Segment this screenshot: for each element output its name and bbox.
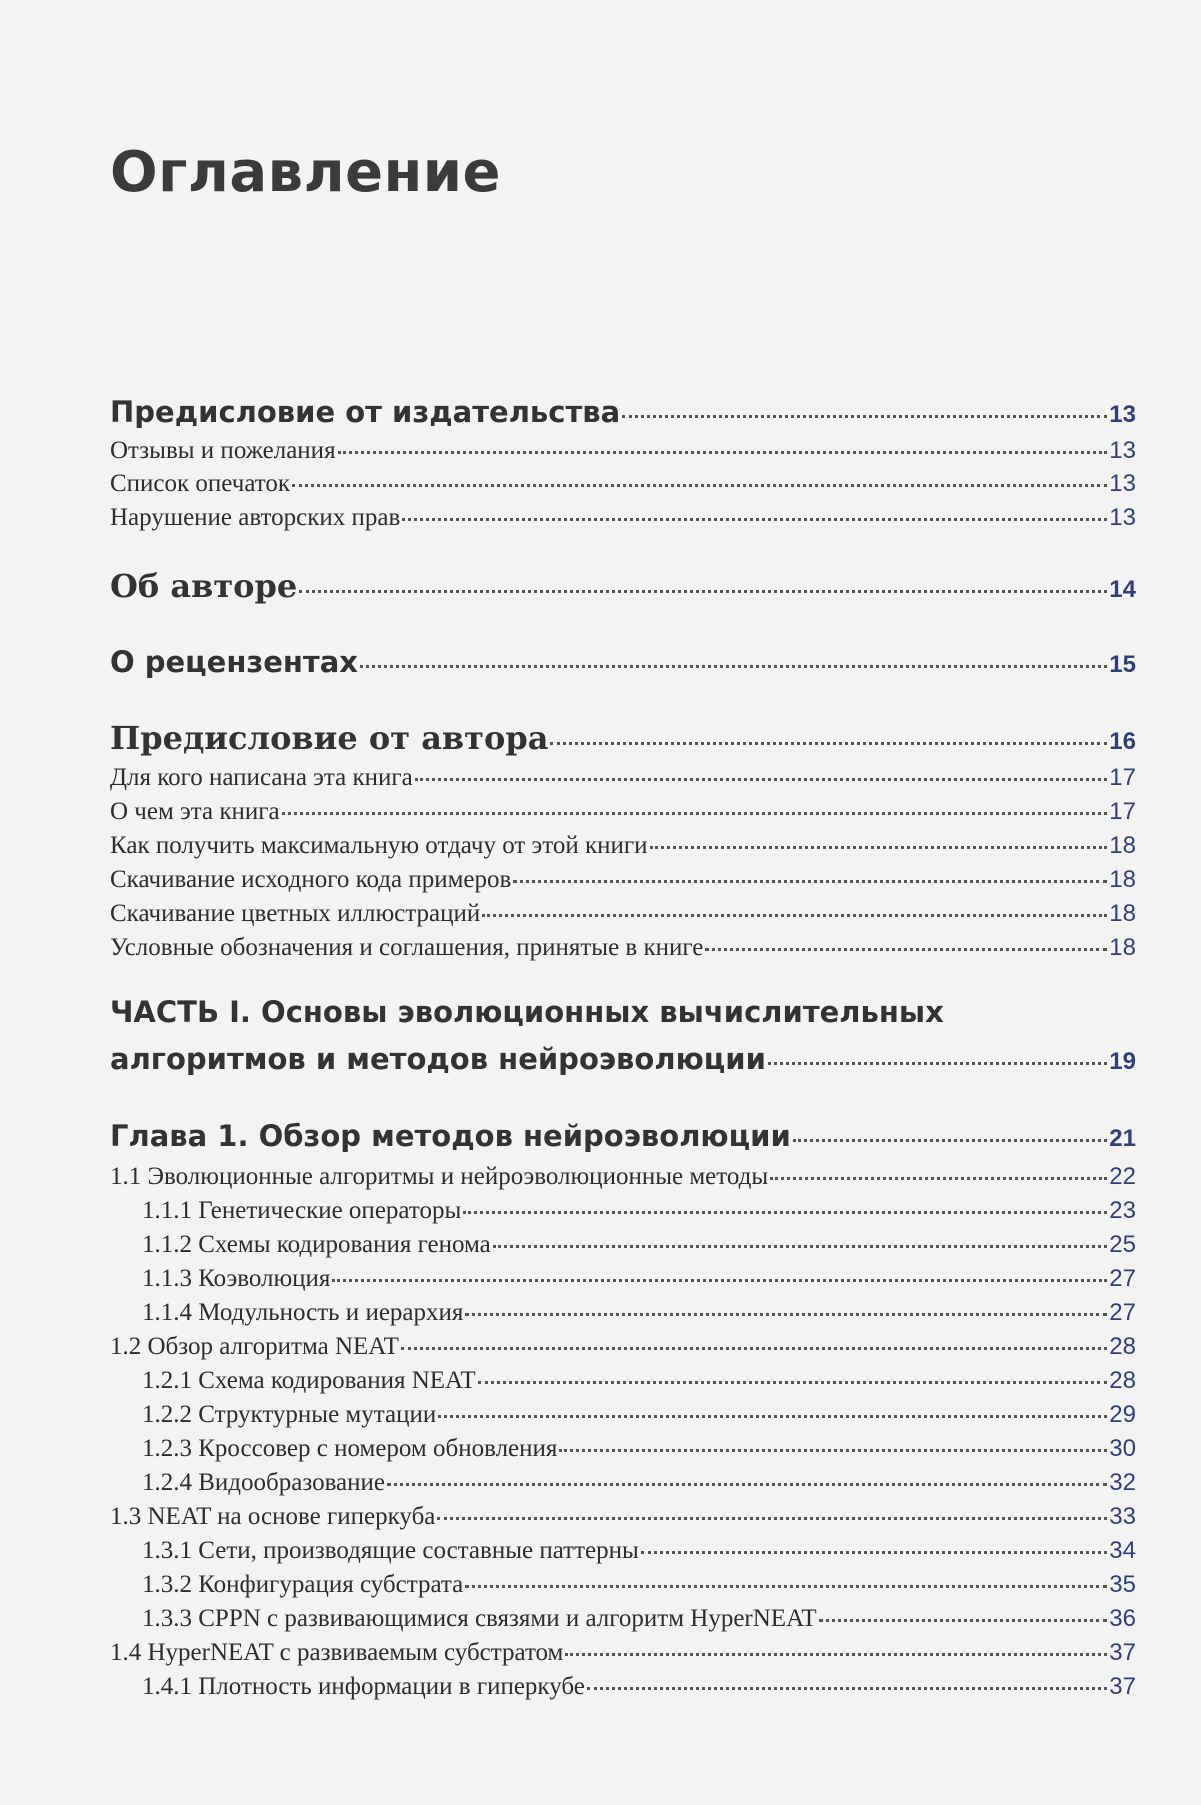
toc-entry[interactable] [110, 1503, 1136, 1531]
dot-leader [622, 413, 1107, 418]
toc-entry-label: алгоритмов и методов нейроэволюции [110, 1042, 766, 1076]
dot-leader [387, 1481, 1107, 1486]
toc-entry[interactable] [110, 1571, 1136, 1599]
dot-leader [768, 1060, 1107, 1065]
toc-entry[interactable] [110, 645, 1136, 679]
page-title: Оглавление [110, 140, 502, 205]
toc-entry[interactable] [110, 567, 1136, 605]
toc-entry-page-number: 37 [1109, 1673, 1136, 1700]
dot-leader [513, 878, 1107, 883]
toc-entry-label: 1.1.2 Схемы кодирования генома [142, 1231, 491, 1258]
toc-entry-page-number: 13 [1109, 504, 1136, 531]
toc-entry-page-number: 18 [1109, 900, 1136, 927]
toc-entry-page-number: 23 [1109, 1197, 1136, 1224]
dot-leader [282, 810, 1108, 815]
toc-entry-page-number: 22 [1109, 1163, 1136, 1190]
toc-entry[interactable] [110, 719, 1136, 757]
toc-entry[interactable] [110, 1333, 1136, 1361]
toc-entry-label: Предисловие от издательства [110, 395, 621, 429]
dot-leader [770, 1175, 1107, 1180]
toc-entry[interactable] [110, 1639, 1136, 1667]
toc-entry[interactable] [110, 866, 1136, 894]
dot-leader [463, 1209, 1107, 1214]
toc-entry[interactable] [110, 1605, 1136, 1633]
dot-leader [565, 1651, 1107, 1656]
toc-entry[interactable] [110, 395, 1136, 429]
toc-entry-page-number: 19 [1109, 1048, 1136, 1075]
toc-entry[interactable] [110, 764, 1136, 792]
toc-entry-label: 1.1.1 Генетические операторы [142, 1197, 462, 1224]
toc-entry[interactable] [110, 1673, 1136, 1701]
toc-entry-label: Глава 1. Обзор методов нейроэволюции [110, 1119, 791, 1153]
toc-entry[interactable] [110, 504, 1136, 532]
toc-entry-label: 1.3.3 CPPN с развивающимися связями и алгоритм HyperNEAT [142, 1605, 817, 1632]
toc-entry-label: Для кого написана эта книга [110, 764, 413, 791]
dot-leader [705, 946, 1107, 951]
toc-entry-label: 1.2.3 Кроссовер с номером обновления [142, 1435, 558, 1462]
toc-entry[interactable] [110, 1469, 1136, 1497]
toc-entry-page-number: 35 [1109, 1571, 1136, 1598]
toc-entry-label: 1.1 Эволюционные алгоритмы и нейроэволюционные методы [110, 1163, 769, 1190]
dot-leader [650, 844, 1108, 849]
toc-entry-page-number: 18 [1109, 832, 1136, 859]
toc-entry-label: 1.2.2 Структурные мутации [142, 1401, 437, 1428]
toc-entry[interactable] [110, 1119, 1136, 1153]
dot-leader [493, 1243, 1108, 1248]
toc-entry-page-number: 27 [1109, 1265, 1136, 1292]
dot-leader [465, 1583, 1107, 1588]
toc-entry-label: Об авторе [110, 567, 298, 605]
dot-leader [415, 776, 1108, 781]
toc-entry[interactable] [110, 437, 1136, 465]
toc-entry[interactable] [110, 798, 1136, 826]
toc-entry-label: Список опечаток [110, 470, 291, 497]
toc-entry-page-number: 29 [1109, 1401, 1136, 1428]
toc-entry-page-number: 28 [1109, 1367, 1136, 1394]
toc-entry[interactable] [110, 1265, 1136, 1293]
toc-entry-page-number: 28 [1109, 1333, 1136, 1360]
dot-leader [402, 516, 1107, 521]
toc-entry-label: Условные обозначения и соглашения, принятые в книге [110, 934, 704, 961]
toc-entry[interactable] [110, 1163, 1136, 1191]
dot-leader [819, 1617, 1108, 1622]
toc-entry-page-number: 18 [1109, 866, 1136, 893]
dot-leader [437, 1515, 1107, 1520]
toc-entry[interactable] [110, 470, 1136, 498]
toc-entry[interactable] [110, 1231, 1136, 1259]
dot-leader [587, 1685, 1107, 1690]
toc-entry-label: 1.3 NEAT на основе гиперкуба [110, 1503, 436, 1530]
toc-entry-page-number: 17 [1109, 764, 1136, 791]
dot-leader [338, 449, 1108, 454]
dot-leader [550, 740, 1107, 745]
toc-entry-label: 1.2.4 Видообразование [142, 1469, 385, 1496]
dot-leader [465, 1311, 1107, 1316]
part-title-line1: ЧАСТЬ I. Основы эволюционных вычислительных [110, 995, 944, 1029]
toc-entry-page-number: 21 [1109, 1125, 1136, 1152]
toc-entry-page-number: 13 [1109, 470, 1136, 497]
toc-entry-label: 1.3.1 Сети, производящие составные паттерны [142, 1537, 639, 1564]
toc-entry-page-number: 18 [1109, 934, 1136, 961]
toc-entry-page-number: 17 [1109, 798, 1136, 825]
toc-entry-label: 1.4.1 Плотность информации в гиперкубе [142, 1673, 585, 1700]
toc-entry-page-number: 37 [1109, 1639, 1136, 1666]
toc-entry-page-number: 14 [1109, 576, 1136, 603]
toc-entry-label: 1.2.1 Схема кодирования NEAT [142, 1367, 476, 1394]
toc-entry-page-number: 33 [1109, 1503, 1136, 1530]
dot-leader [478, 1379, 1108, 1384]
toc-entry-label: Скачивание исходного кода примеров [110, 866, 512, 893]
toc-entry[interactable] [110, 1435, 1136, 1463]
dot-leader [438, 1413, 1107, 1418]
toc-entry-label: Как получить максимальную отдачу от этой книги [110, 832, 648, 859]
dot-leader [641, 1549, 1108, 1554]
dot-leader [559, 1447, 1107, 1452]
toc-entry-label: 1.4 HyperNEAT с развиваемым субстратом [110, 1639, 564, 1666]
dot-leader [292, 482, 1107, 487]
toc-entry-page-number: 13 [1109, 437, 1136, 464]
toc-entry-label: О чем эта книга [110, 798, 280, 825]
toc-entry[interactable] [110, 1367, 1136, 1395]
toc-entry-label: 1.1.3 Коэволюция [142, 1265, 331, 1292]
dot-leader [360, 663, 1107, 668]
dot-leader [793, 1137, 1108, 1142]
toc-entry[interactable] [110, 832, 1136, 860]
toc-entry-label: Нарушение авторских прав [110, 504, 401, 531]
dot-leader [482, 912, 1107, 917]
toc-entry-page-number: 27 [1109, 1299, 1136, 1326]
toc-entry[interactable] [110, 1299, 1136, 1327]
dot-leader [332, 1277, 1107, 1282]
toc-entry[interactable] [110, 1197, 1136, 1225]
toc-entry-label: Отзывы и пожелания [110, 437, 336, 464]
toc-entry[interactable] [110, 1537, 1136, 1565]
toc-entry-page-number: 34 [1109, 1537, 1136, 1564]
toc-entry-label: 1.1.4 Модульность и иерархия [142, 1299, 464, 1326]
toc-entry[interactable] [110, 1042, 1136, 1076]
toc-entry-label: 1.2 Обзор алгоритма NEAT [110, 1333, 399, 1360]
toc-entry[interactable] [110, 900, 1136, 928]
toc-entry-label: Предисловие от автора [110, 719, 549, 757]
toc-entry-label: 1.3.2 Конфигурация субстрата [142, 1571, 464, 1598]
toc-entry-page-number: 13 [1109, 401, 1136, 428]
toc-entry[interactable] [110, 1401, 1136, 1429]
toc-entry-label: О рецензентах [110, 645, 359, 679]
toc-entry-page-number: 25 [1109, 1231, 1136, 1258]
toc-entry-page-number: 16 [1109, 728, 1136, 755]
toc-entry-page-number: 15 [1109, 651, 1136, 678]
dot-leader [299, 588, 1107, 593]
dot-leader [401, 1345, 1107, 1350]
toc-entry-page-number: 30 [1109, 1435, 1136, 1462]
toc-entry-page-number: 36 [1109, 1605, 1136, 1632]
toc-entry-label: Скачивание цветных иллюстраций [110, 900, 481, 927]
toc-entry-page-number: 32 [1109, 1469, 1136, 1496]
toc-entry[interactable] [110, 934, 1136, 962]
